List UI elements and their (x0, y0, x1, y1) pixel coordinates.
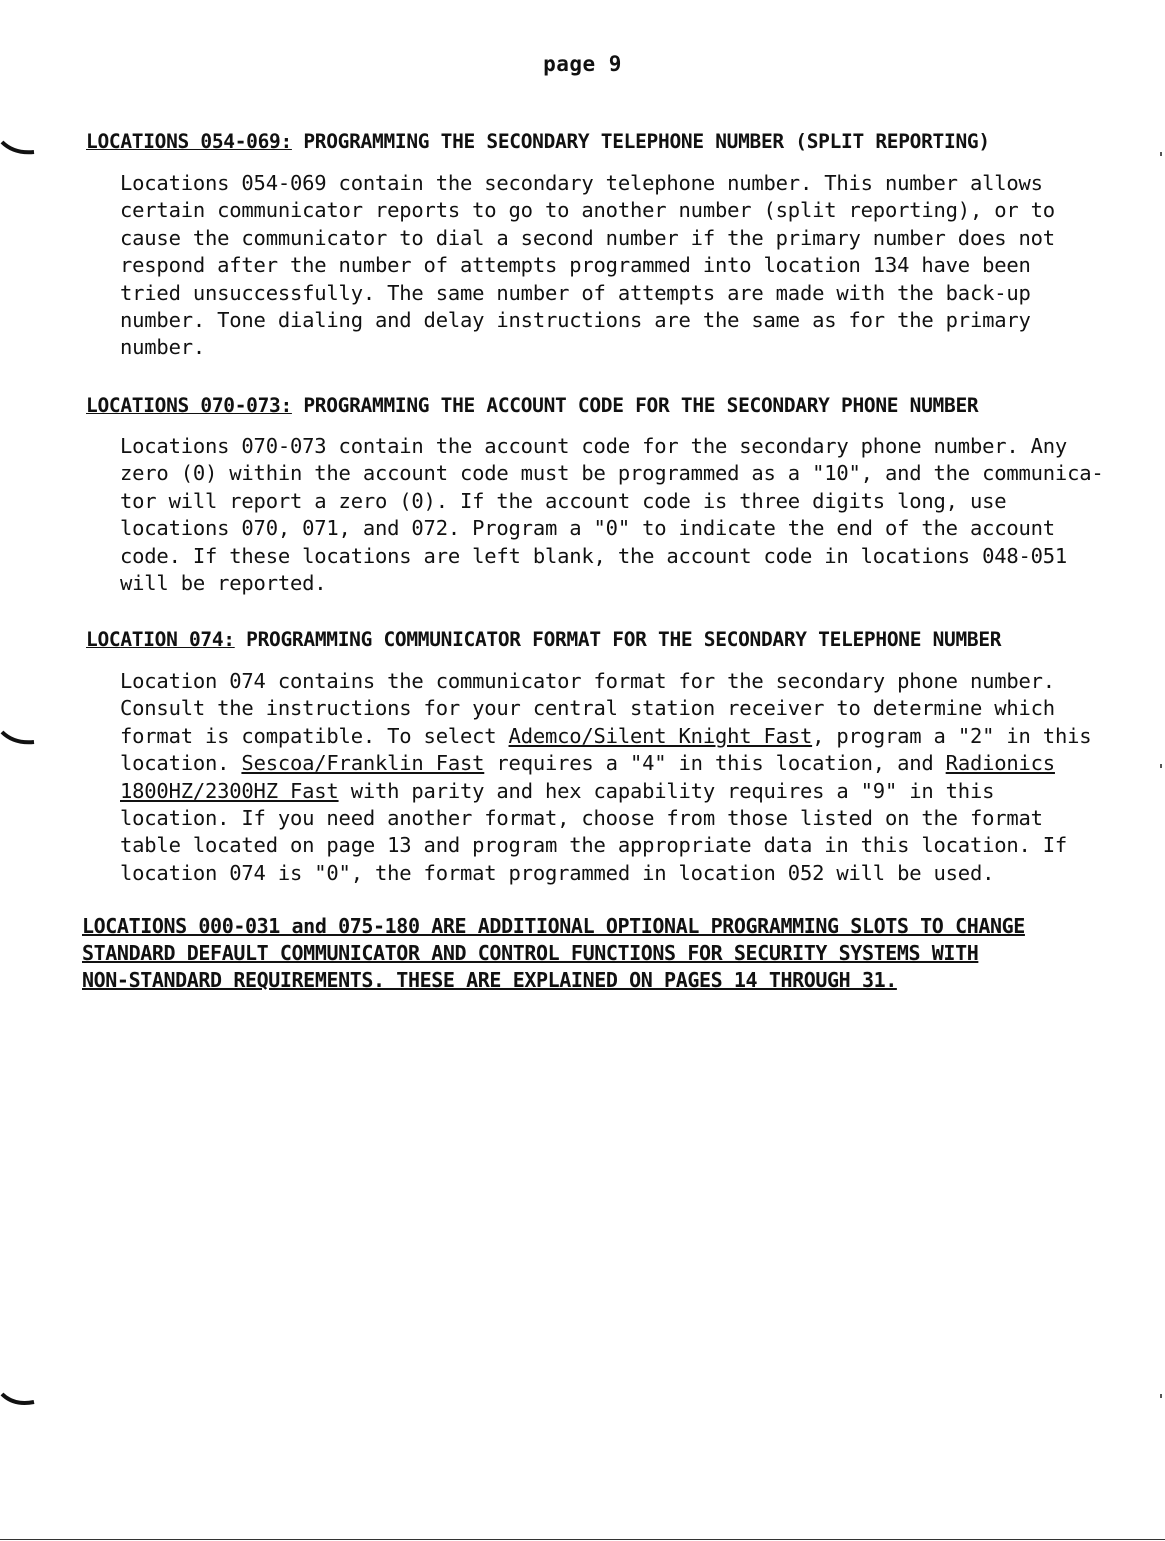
text-run: location. (120, 751, 242, 776)
section-body-070-073 (120, 433, 1104, 597)
body-line: tried unsuccessfully. The same number of attempts are made with the back-up (120, 280, 1031, 305)
section-title: PROGRAMMING THE SECONDARY TELEPHONE NUMBER (SPLIT REPORTING) (291, 130, 990, 153)
body-line: Location 074 contains the communicator format for the secondary phone number. (120, 669, 1055, 693)
page-number: page 9 (543, 52, 622, 76)
body-line: number. Tone dialing and delay instructions are the same as for the primary (120, 308, 1031, 333)
body-line: Consult the instructions for your central station receiver to determine which (120, 696, 1055, 721)
notice-line: LOCATIONS 000-031 and 075-180 ARE ADDITIONAL OPTIONAL PROGRAMMING SLOTS TO CHANGE (82, 914, 1025, 938)
section-heading-054-069 (86, 130, 990, 153)
section-title: PROGRAMMING THE ACCOUNT CODE FOR THE SECONDARY PHONE NUMBER (291, 394, 979, 417)
body-line: code. If these locations are left blank, the account code in locations 048-051 (120, 543, 1068, 568)
section-body-074 (120, 668, 1092, 887)
body-line: location. If you need another format, choose from those listed on the format (120, 806, 1043, 831)
format-name-sescoa: Sescoa/Franklin Fast (241, 751, 485, 776)
text-run: format is compatible. To select (120, 723, 509, 748)
body-line: Locations 054-069 contain the secondary telephone number. This number allows (120, 171, 1043, 195)
body-line: table located on page 13 and program the appropriate data in this location. If (120, 833, 1068, 858)
section-label: LOCATION 074: (86, 628, 235, 651)
body-line (120, 778, 1073, 805)
body-line: respond after the number of attempts programmed into location 134 have been (120, 253, 1031, 278)
body-line (120, 750, 1073, 777)
body-line: will be reported. (120, 571, 327, 596)
body-line: certain communicator reports to go to another number (split reporting), or to (120, 198, 1055, 223)
binder-mark-icon (0, 1390, 40, 1412)
page-bottom-rule (0, 1539, 1165, 1540)
format-name-radionics-freq: 1800HZ/2300HZ Fast (120, 778, 339, 803)
body-line: zero (0) within the account code must be programmed as a "10", and the communica- (120, 461, 1104, 486)
edge-speck (1160, 152, 1162, 156)
section-heading-070-073 (86, 394, 978, 417)
section-heading-074 (86, 628, 1001, 651)
format-name-radionics: Radionics (945, 751, 1055, 776)
section-label: LOCATIONS 054-069: (86, 130, 292, 153)
notice-line: NON-STANDARD REQUIREMENTS. THESE ARE EXPLAINED ON PAGES 14 THROUGH 31. (82, 968, 897, 992)
additional-locations-notice (82, 913, 1072, 994)
notice-line: STANDARD DEFAULT COMMUNICATOR AND CONTROL FUNCTIONS FOR SECURITY SYSTEMS WITH (82, 941, 979, 965)
format-name-ademco: Ademco/Silent Knight Fast (508, 723, 813, 748)
section-label: LOCATIONS 070-073: (86, 394, 292, 417)
body-line: tor will report a zero (0). If the account code is three digits long, use (120, 488, 1007, 513)
body-line: Locations 070-073 contain the account code for the secondary phone number. Any (120, 434, 1068, 458)
body-line: cause the communicator to dial a second number if the primary number does not (120, 225, 1055, 250)
edge-speck (1160, 764, 1162, 768)
text-run: , program a "2" in this (812, 723, 1092, 748)
binder-mark-icon (0, 138, 40, 160)
section-body-054-069 (120, 170, 1073, 362)
body-line: number. (120, 335, 205, 360)
body-line: locations 070, 071, and 072. Program a "0" to indicate the end of the account (120, 516, 1055, 541)
section-title: PROGRAMMING COMMUNICATOR FORMAT FOR THE SECONDARY TELEPHONE NUMBER (234, 628, 1002, 651)
edge-speck (1160, 1394, 1162, 1398)
text-run: with parity and hex capability requires a "9" in this (338, 778, 995, 803)
body-line (120, 723, 1092, 750)
body-line: location 074 is "0", the format programmed in location 052 will be used. (120, 860, 995, 885)
text-run: requires a "4" in this location, and (484, 751, 946, 776)
binder-mark-icon (0, 728, 40, 750)
